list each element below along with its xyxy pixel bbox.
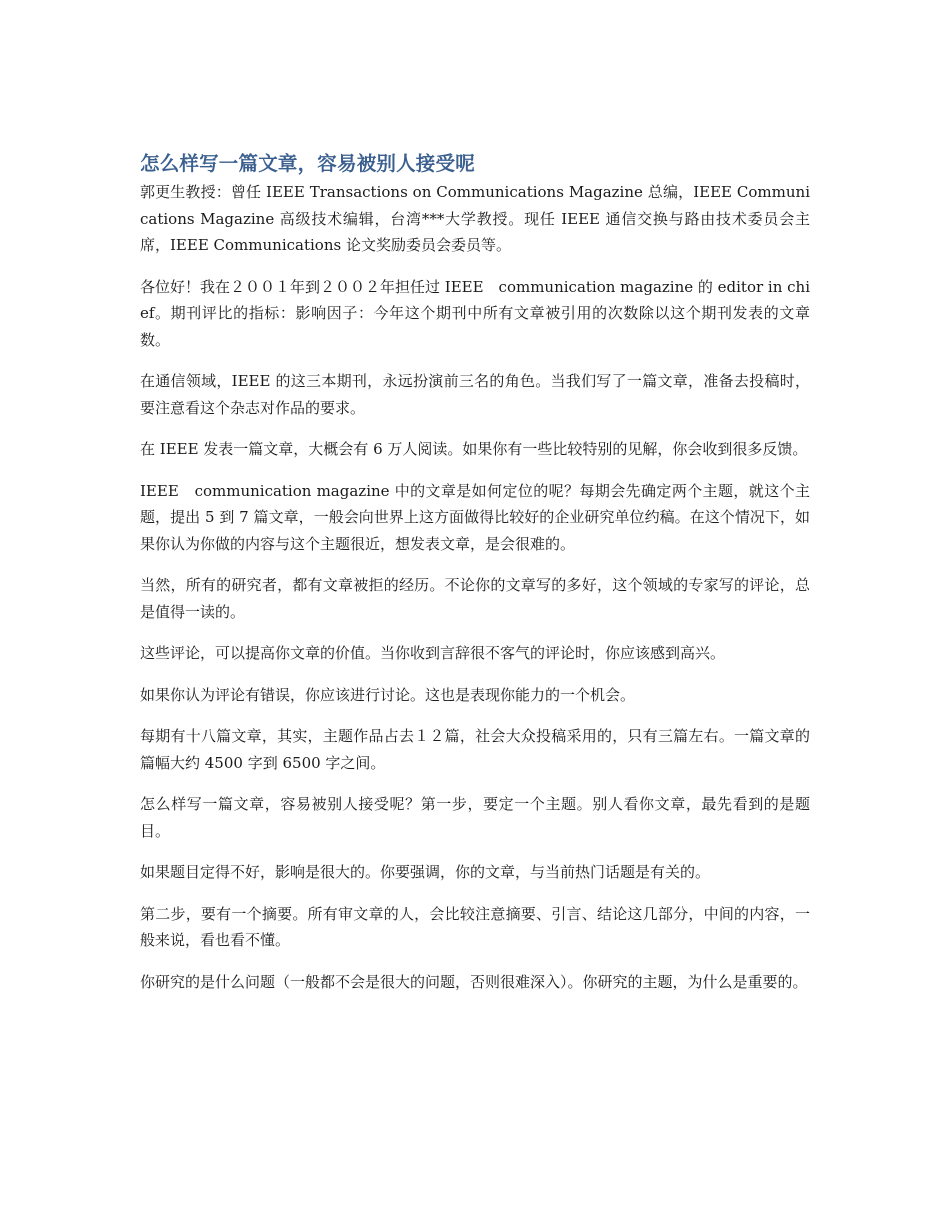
paragraph-review-value: 这些评论，可以提高你文章的价值。当你收到言辞很不客气的评论时，你应该感到高兴。 — [140, 644, 726, 662]
paragraph-discussion: 如果你认为评论有错误，你应该进行讨论。这也是表现你能力的一个机会。 — [140, 685, 636, 704]
paragraph-greeting: 各位好！我在２００１年到２００２年担任过 IEEE communication magazine 的 editor in chief。期刊评比的指标：影响因子：今年这个期刊中所有文章被引用的次数除以这个期刊发表的文章数。 — [140, 277, 811, 349]
paragraph-rejection: 当然，所有的研究者，都有文章被拒的经历。不论你的文章写的多好，这个领域的专家写的评论，总是值得一读的。 — [140, 576, 810, 621]
paragraph-title-importance: 如果题目定得不好，影响是很大的。你要强调，你的文章，与当前热门话题是有关的。 — [140, 863, 711, 881]
paragraph-research-question: 你研究的是什么问题（一般都不会是很大的问题，否则很难深入）。你研究的主题，为什么是重要的。 — [140, 972, 808, 991]
document-page — [140, 150, 810, 1010]
paragraph-ieee-journals: 在通信领域，IEEE 的这三本期刊，永远扮演前三名的角色。当我们写了一篇文章，准备去投稿时，要注意看这个杂志对作品的要求。 — [140, 372, 810, 417]
document-title: 怎么样写一篇文章，容易被别人接受呢 — [140, 152, 475, 175]
paragraph-author-intro: 郭更生教授：曾任 IEEE Transactions on Communications Magazine 总编，IEEE Communications Magazine 高级技术编辑，台湾***大学教授。现任 IEEE 通信交换与路由技术委员会主席，IEEE Communications 论文奖励委员会委员等。 — [140, 183, 810, 254]
paragraph-readership: 在 IEEE 发表一篇文章，大概会有 6 万人阅读。如果你有一些比较特别的见解，你会收到很多反馈。 — [140, 440, 808, 458]
paragraph-step-two: 第二步，要有一个摘要。所有审文章的人，会比较注意摘要、引言、结论这几部分，中间的内容，一般来说，看也看不懂。 — [140, 904, 810, 949]
paragraph-article-count: 每期有十八篇文章，其实，主题作品占去１２篇，社会大众投稿采用的，只有三篇左右。一篇文章的篇幅大约 4500 字到 6500 字之间。 — [140, 727, 810, 772]
paragraph-step-one: 怎么样写一篇文章，容易被别人接受呢？第一步，要定一个主题。别人看你文章，最先看到的是题目。 — [140, 795, 810, 840]
paragraph-article-positioning: IEEE communication magazine 中的文章是如何定位的呢？每期会先确定两个主题，就这个主题，提出 5 到 7 篇文章，一般会向世界上这方面做得比较好的企业研究单位约稿。在这个情况下，如果你认为你做的内容与这个主题很近，想发表文章，是会很难的。 — [140, 481, 810, 553]
